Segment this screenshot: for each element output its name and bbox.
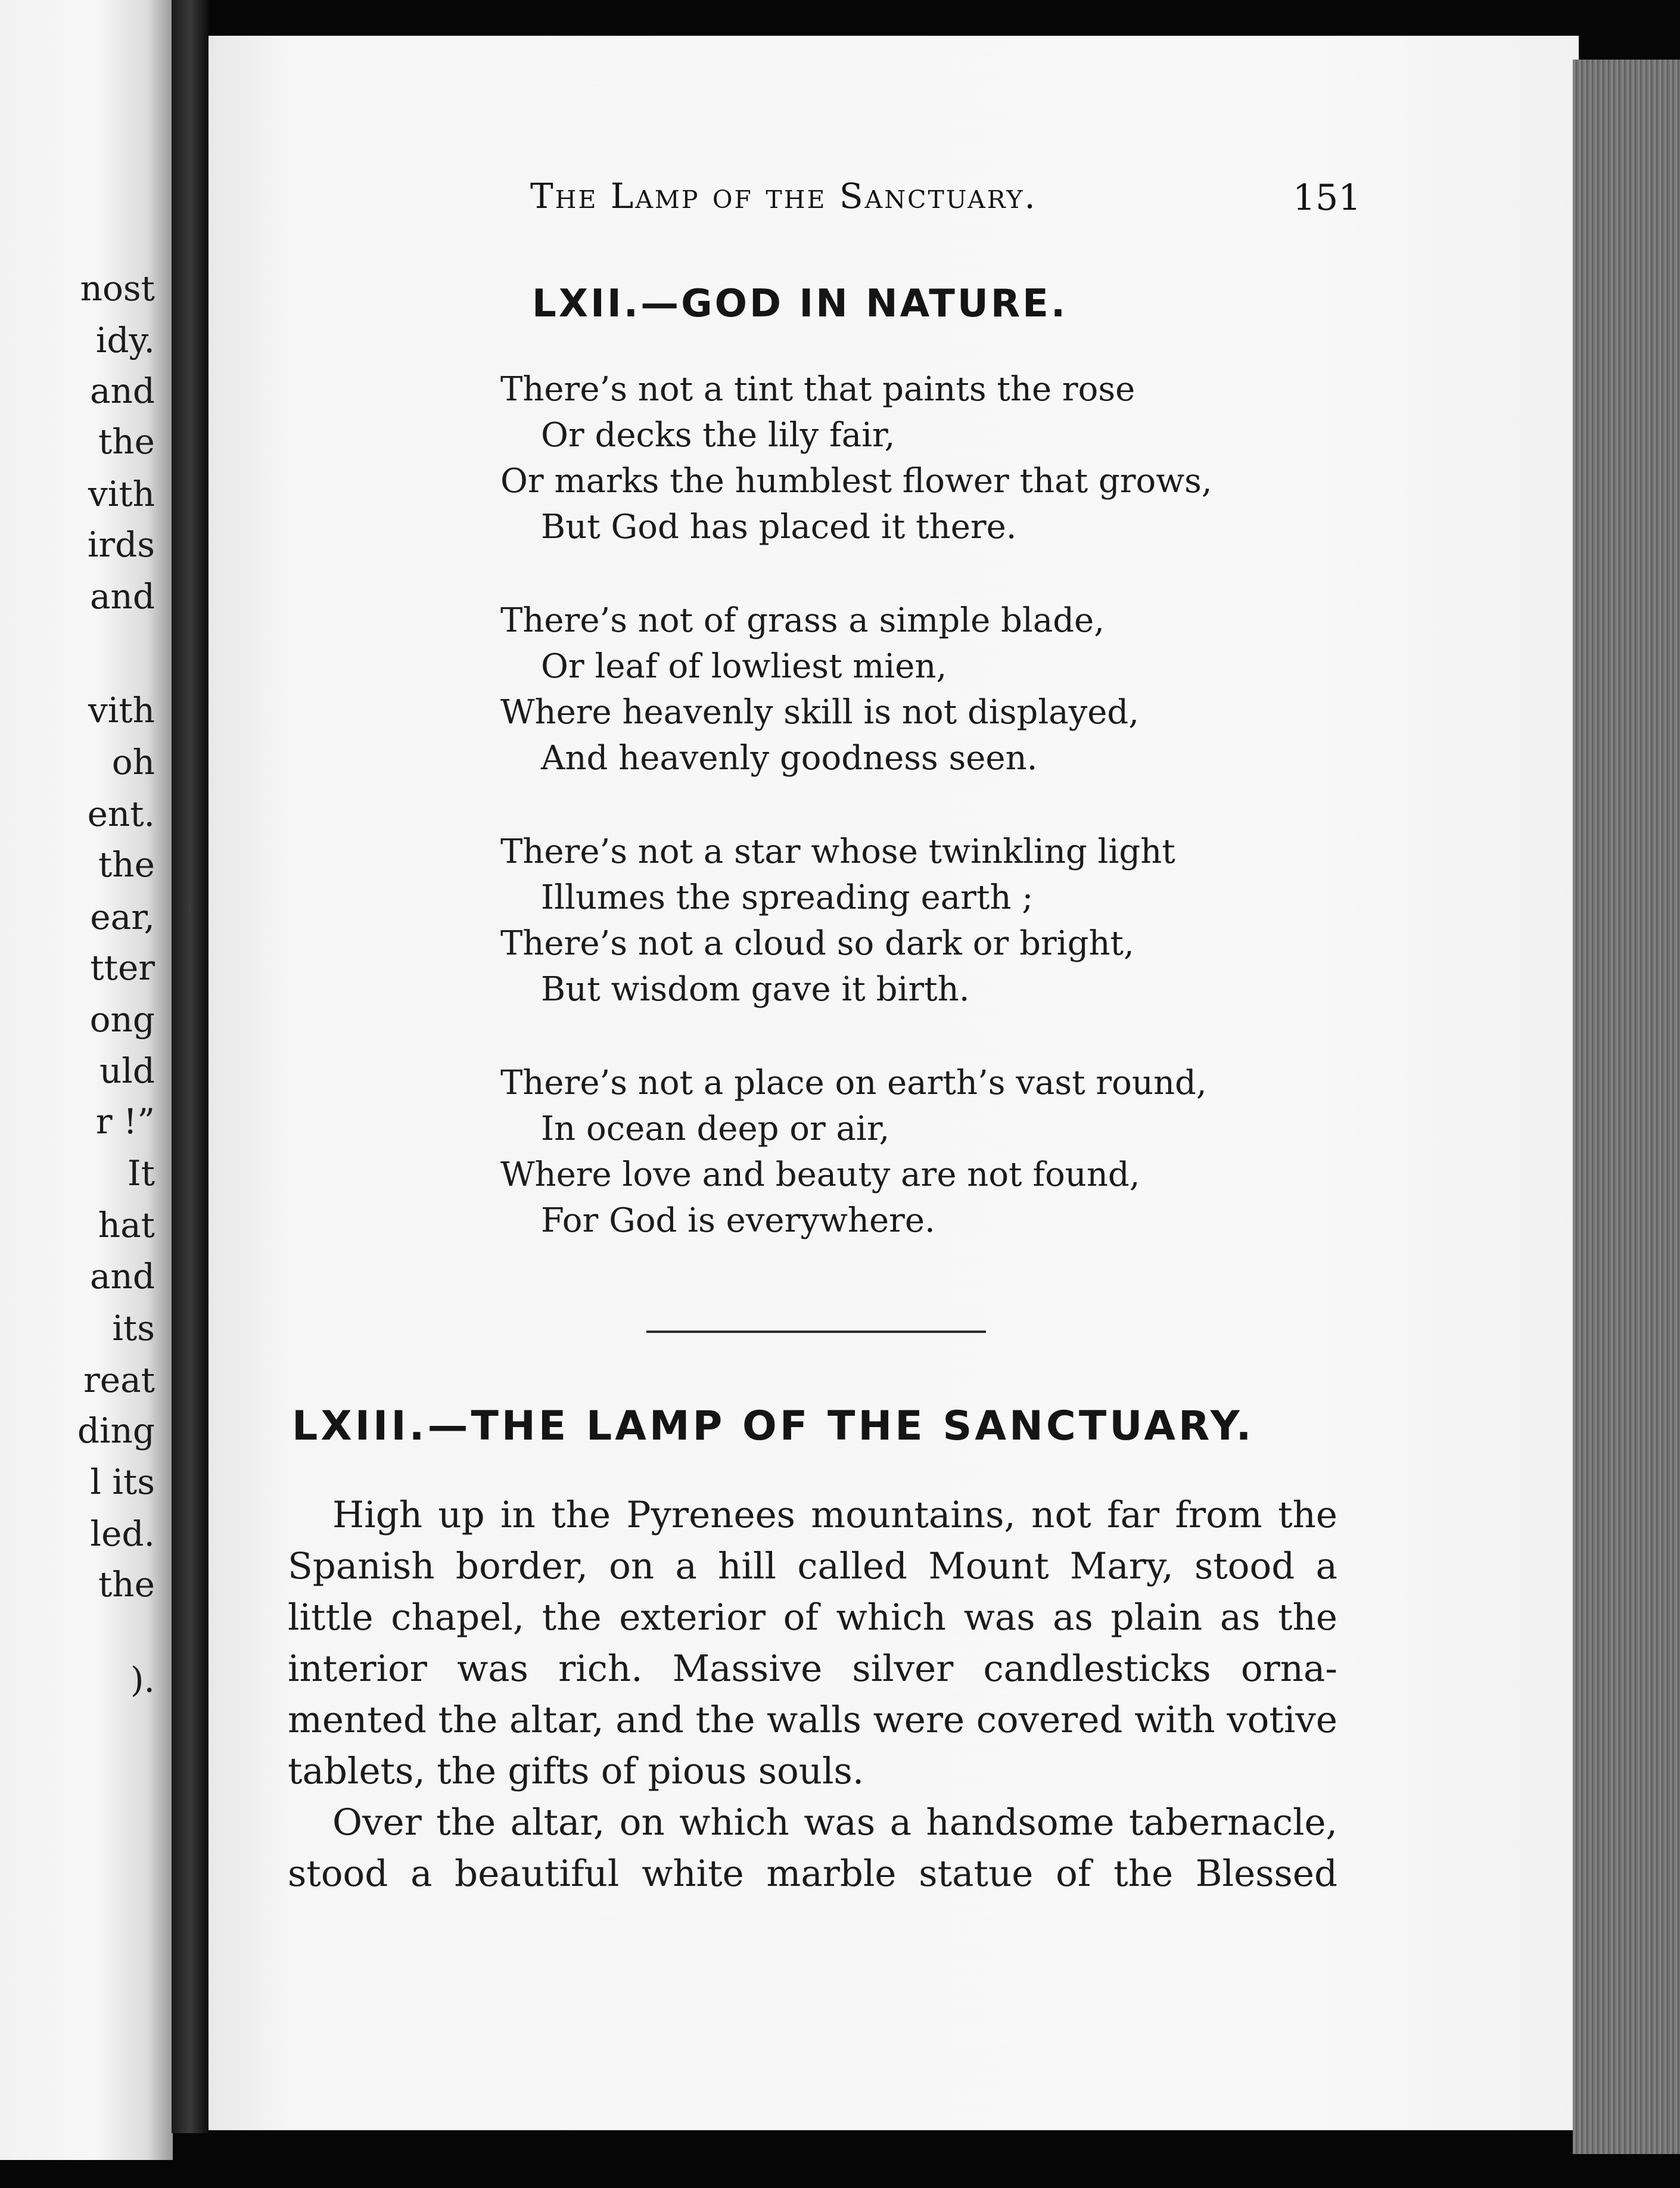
- story-title: LXIII.—THE LAMP OF THE SANCTUARY.: [292, 1403, 1255, 1450]
- left-page-line: vith: [88, 690, 155, 731]
- left-page-line: It: [127, 1153, 155, 1194]
- left-page-line: the: [98, 421, 155, 462]
- poem-line: There’s not a tint that paints the rose: [500, 370, 1135, 409]
- left-page-line: the: [98, 844, 155, 885]
- left-page-line: and: [89, 1256, 155, 1297]
- poem-line: Where love and beauty are not found,: [500, 1155, 1140, 1194]
- left-page-line: the: [98, 1564, 155, 1605]
- poem-line: There’s not a place on earth’s vast round,: [500, 1064, 1207, 1102]
- left-page-line: and: [89, 576, 155, 617]
- poem-line: There’s not of grass a simple blade,: [500, 601, 1105, 640]
- paragraph-line: little chapel, the exterior of which was as plain as the: [288, 1596, 1337, 1639]
- left-page-line: reat: [83, 1360, 155, 1400]
- poem-line: But wisdom gave it birth.: [541, 970, 970, 1009]
- paragraph-line: tablets, the gifts of pious souls.: [288, 1750, 864, 1792]
- left-page-line: tter: [90, 947, 155, 988]
- page-edges: [1573, 60, 1680, 2154]
- left-page-line: and: [89, 371, 155, 411]
- section-divider: [646, 1331, 986, 1333]
- poem-line: For God is everywhere.: [541, 1201, 935, 1240]
- stanza: [500, 829, 1275, 1012]
- poem-line: Or marks the humblest flower that grows,: [500, 462, 1212, 501]
- stanza: [500, 366, 1275, 550]
- poem-line: Illumes the spreading earth ;: [541, 878, 1034, 917]
- left-page-line: uld: [99, 1051, 155, 1091]
- left-page-line: its: [112, 1308, 155, 1348]
- paragraph: [288, 1490, 1337, 1797]
- stanza: [500, 598, 1275, 781]
- poem-line: There’s not a star whose twinkling light: [500, 832, 1175, 871]
- paragraph: [288, 1797, 1337, 1900]
- left-page-line: led.: [90, 1513, 155, 1554]
- left-page-line: ear,: [90, 897, 155, 937]
- poem-title: LXII.—GOD IN NATURE.: [532, 282, 1068, 326]
- paragraph-line: interior was rich. Massive silver candlesticks orna-: [288, 1648, 1337, 1690]
- stanza: [500, 1060, 1275, 1244]
- story-body: [288, 1490, 1337, 1900]
- paragraph-line: High up in the Pyrenees mountains, not far from the: [332, 1494, 1337, 1536]
- left-page-line: idy.: [95, 320, 155, 360]
- poem-line: Where heavenly skill is not displayed,: [500, 693, 1140, 732]
- left-page-line: hat: [98, 1205, 155, 1245]
- left-page-line: r !”: [95, 1101, 155, 1142]
- poem: [500, 366, 1275, 1291]
- page-number: 151: [1293, 177, 1361, 219]
- left-page-line: ).: [130, 1659, 155, 1700]
- left-page-line: nost: [80, 268, 155, 309]
- poem-line: Or leaf of lowliest mien,: [541, 647, 947, 686]
- book-gutter: [172, 0, 209, 2133]
- left-page: [0, 0, 173, 2160]
- left-page-line: ent.: [87, 794, 155, 834]
- poem-line: Or decks the lily fair,: [541, 416, 895, 455]
- left-page-line: ding: [77, 1410, 155, 1451]
- left-page-line: oh: [111, 742, 155, 782]
- poem-line: But God has placed it there.: [541, 508, 1017, 546]
- left-page-line: vith: [88, 474, 155, 514]
- running-header: The Lamp of the Sanctuary.: [530, 176, 1037, 216]
- paragraph-line: Over the altar, on which was a handsome tabernacle,: [332, 1801, 1337, 1844]
- left-page-line: irds: [87, 524, 155, 565]
- poem-line: In ocean deep or air,: [541, 1109, 890, 1148]
- poem-line: And heavenly goodness seen.: [541, 739, 1038, 778]
- left-page-line: l its: [90, 1462, 155, 1502]
- paragraph-line: stood a beautiful white marble statue of the Blessed: [288, 1853, 1337, 1895]
- poem-line: There’s not a cloud so dark or bright,: [500, 924, 1134, 963]
- paragraph-line: Spanish border, on a hill called Mount Mary, stood a: [288, 1545, 1337, 1587]
- paragraph-line: mented the altar, and the walls were covered with votive: [288, 1699, 1337, 1741]
- left-page-line: ong: [89, 999, 155, 1040]
